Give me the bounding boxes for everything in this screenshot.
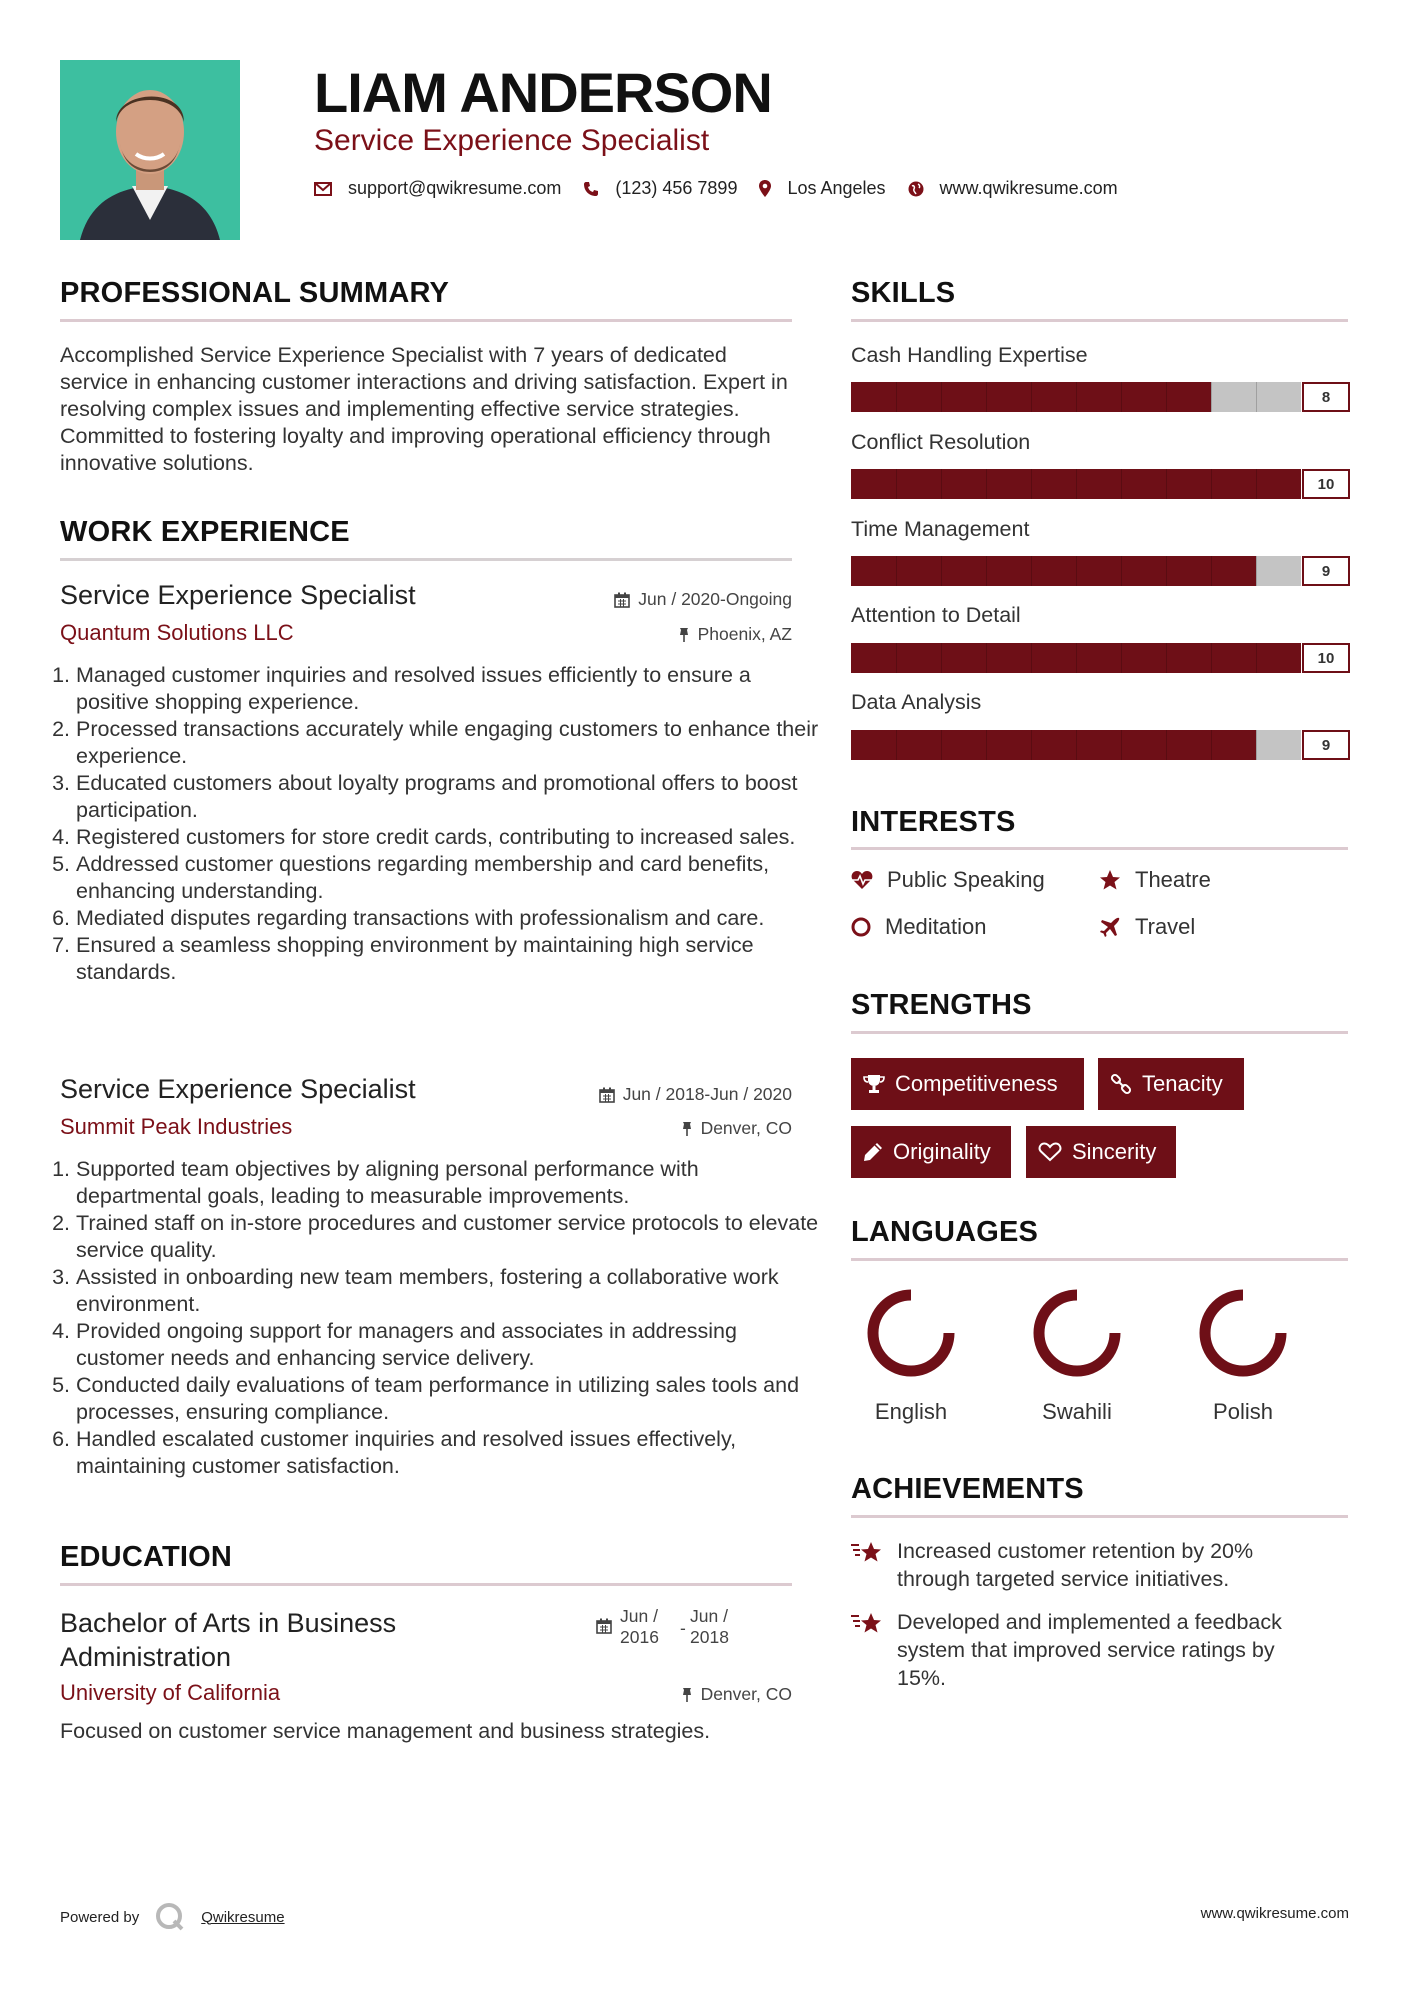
contact-phone[interactable]: [583, 178, 737, 199]
star-burst-icon: [851, 1539, 883, 1565]
link-icon: [1110, 1073, 1132, 1095]
calendar-icon: [614, 592, 630, 608]
skill-segment-divider: [1121, 556, 1122, 586]
skill-segment-divider: [941, 643, 942, 673]
skill-segment-divider: [1211, 643, 1212, 673]
skill-segment-divider: [941, 382, 942, 412]
skill-segment-divider: [1166, 556, 1167, 586]
summary-text: Accomplished Service Experience Specialist with 7 years of dedicated service in enhancing customer interactions and driving satisfaction. Expert in resolving complex issues and implementing effective service strategies. Committed to fostering loyalty and improving operational efficiency through innovative solutions.: [60, 343, 788, 475]
achievement-item: [851, 1608, 1321, 1692]
skill-segment-divider: [896, 556, 897, 586]
interest-item: [1099, 914, 1195, 940]
avatar: [60, 60, 240, 240]
duty-item: 6. Handled escalated customer inquiries and resolved issues effectively, maintaining customer satisfaction.: [76, 1426, 822, 1480]
duty-item: 5. Addressed customer questions regarding membership and card benefits, enhancing understanding.: [76, 851, 822, 905]
heartbeat-icon: [851, 870, 873, 890]
skill-segment-divider: [1256, 730, 1257, 760]
skill-label: Attention to Detail: [851, 603, 1021, 627]
skill-segment-divider: [1211, 469, 1212, 499]
duty-item: 2. Processed transactions accurately while engaging customers to enhance their experience.: [76, 716, 822, 770]
contact-bar: [314, 178, 1140, 199]
plane-icon: [1099, 916, 1121, 938]
qwikresume-link[interactable]: Qwikresume: [201, 1908, 285, 1926]
skill-segment-divider: [896, 382, 897, 412]
website-text: www.qwikresume.com: [939, 178, 1118, 198]
candidate-name: LIAM ANDERSON: [314, 61, 772, 124]
calendar-icon: [596, 1618, 612, 1634]
language-ring-arc: [873, 1295, 949, 1371]
calendar-icon: [599, 1087, 615, 1103]
job-location: [681, 1118, 792, 1139]
skill-segment-divider: [1256, 556, 1257, 586]
skills-heading: SKILLS: [851, 277, 956, 309]
interests-divider: [851, 847, 1348, 850]
interest-label: Theatre: [1135, 867, 1211, 892]
star-icon: [1099, 869, 1121, 891]
pushpin-icon: [681, 1121, 693, 1137]
interest-item: [851, 867, 1045, 893]
job-location-text: Phoenix, AZ: [697, 624, 792, 644]
skill-segment-divider: [1076, 382, 1077, 412]
language-label: English: [874, 1399, 948, 1424]
skill-segment-divider: [1166, 469, 1167, 499]
job-dates: [599, 1084, 792, 1105]
duty-item: 6. Mediated disputes regarding transactions with professionalism and care.: [76, 905, 822, 932]
duty-item: 3. Educated customers about loyalty programs and promotional offers to boost participation.: [76, 770, 822, 824]
interests-heading: INTERESTS: [851, 806, 1016, 838]
skill-segment-divider: [1031, 643, 1032, 673]
skill-segment-divider: [1076, 469, 1077, 499]
skill-score: 10: [1302, 643, 1350, 673]
strengths-heading: STRENGTHS: [851, 989, 1032, 1021]
map-pin-icon: [759, 180, 771, 197]
skill-segment-divider: [941, 469, 942, 499]
education-end: [690, 1606, 729, 1648]
language-ring: [1017, 1283, 1137, 1383]
skill-segment-divider: [1031, 556, 1032, 586]
skill-segment-divider: [896, 469, 897, 499]
language-label: Polish: [1213, 1399, 1273, 1424]
skill-segment-divider: [896, 730, 897, 760]
education-end-year: 2018: [690, 1627, 729, 1647]
skill-label: Data Analysis: [851, 690, 982, 714]
powered-by-text: Powered by: [60, 1908, 140, 1926]
email-text: support@qwikresume.com: [348, 178, 562, 198]
skill-segment-divider: [986, 469, 987, 499]
skill-segment-divider: [1076, 730, 1077, 760]
skill-score: 10: [1302, 469, 1350, 499]
interest-item: [851, 914, 987, 940]
skill-segment-divider: [986, 382, 987, 412]
skill-segment-divider: [1211, 730, 1212, 760]
pencil-icon: [863, 1142, 883, 1162]
skill-segment-divider: [1166, 643, 1167, 673]
language-ring: [851, 1283, 971, 1383]
pushpin-icon: [681, 1687, 693, 1703]
education-description: Focused on customer service management and business strategies.: [60, 1719, 711, 1743]
qwikresume-logo-icon: [153, 1900, 187, 1934]
footer-powered: [60, 1900, 285, 1934]
strength-chip: [1098, 1058, 1244, 1110]
skill-segment-divider: [1076, 556, 1077, 586]
candidate-title: Service Experience Specialist: [314, 124, 710, 157]
skill-score: 9: [1302, 556, 1350, 586]
achievement-item: [851, 1537, 1321, 1593]
skill-segment-divider: [1211, 382, 1212, 412]
strength-chip: [851, 1126, 1011, 1178]
skill-segment-divider: [1031, 730, 1032, 760]
duty-item: 2. Trained staff on in-store procedures and customer service protocols to elevate service quality.: [76, 1210, 822, 1264]
skill-score: 8: [1302, 382, 1350, 412]
skill-segment-divider: [1256, 643, 1257, 673]
education-end-month: Jun /: [690, 1606, 728, 1626]
date-dash: -: [680, 1618, 686, 1638]
profile-photo: [60, 60, 240, 240]
company-name: Summit Peak Industries: [60, 1114, 293, 1139]
envelope-icon: [314, 182, 332, 196]
degree-line-1: Bachelor of Arts in Business: [60, 1608, 397, 1638]
job-title: Service Experience Specialist: [60, 580, 416, 610]
skill-segment-divider: [1031, 382, 1032, 412]
summary-heading: PROFESSIONAL SUMMARY: [60, 277, 450, 309]
skill-fill: [851, 730, 1256, 760]
circle-outline-icon: [851, 917, 871, 937]
job-dates-text: Jun / 2020-Ongoing: [638, 589, 792, 609]
footer-website[interactable]: www.qwikresume.com: [1200, 1905, 1349, 1922]
skill-segment-divider: [986, 556, 987, 586]
strength-label: Sincerity: [1072, 1139, 1157, 1164]
job-title: Service Experience Specialist: [60, 1074, 416, 1104]
skill-label: Cash Handling Expertise: [851, 343, 1088, 367]
interest-label: Meditation: [885, 914, 987, 939]
strength-chip: [1026, 1126, 1176, 1178]
interest-item: [1099, 867, 1211, 893]
duty-item: 1. Supported team objectives by aligning personal performance with departmental goals, leading to measurable improvements.: [76, 1156, 822, 1210]
heart-outline-icon: [1038, 1142, 1062, 1162]
skill-segment-divider: [1031, 469, 1032, 499]
duty-item: 5. Conducted daily evaluations of team performance in utilizing sales tools and processes, ensuring compliance.: [76, 1372, 822, 1426]
job-dates-text: Jun / 2018-Jun / 2020: [622, 1084, 792, 1104]
experience-heading: WORK EXPERIENCE: [60, 516, 350, 548]
skill-segment-divider: [986, 643, 987, 673]
language-label: Swahili: [1042, 1399, 1112, 1424]
job-location-text: Denver, CO: [700, 1118, 792, 1138]
education-start: [620, 1606, 680, 1648]
contact-email[interactable]: [314, 178, 561, 199]
strength-label: Competitiveness: [895, 1071, 1058, 1096]
achievements-divider: [851, 1515, 1348, 1518]
achievement-text: Increased customer retention by 20% through targeted service initiatives.: [897, 1539, 1254, 1591]
skill-segment-divider: [1166, 730, 1167, 760]
experience-divider: [60, 558, 792, 561]
degree-line-2: Administration: [60, 1642, 232, 1672]
language-ring-arc: [1205, 1295, 1281, 1371]
language-gauge: [1017, 1283, 1137, 1388]
location-text: Los Angeles: [787, 178, 886, 198]
skill-segment-divider: [1256, 469, 1257, 499]
language-ring-arc: [1039, 1295, 1115, 1371]
achievements-heading: ACHIEVEMENTS: [851, 1473, 1084, 1505]
skill-segment-divider: [941, 730, 942, 760]
company-name: Quantum Solutions LLC: [60, 620, 294, 645]
contact-location: [759, 178, 885, 199]
trophy-icon: [863, 1074, 885, 1094]
strength-chip: [851, 1058, 1084, 1110]
duties-list: [58, 1156, 822, 1480]
duty-item: 7. Ensured a seamless shopping environment by maintaining high service standards.: [76, 932, 822, 986]
interest-label: Travel: [1135, 914, 1196, 939]
strengths-divider: [851, 1031, 1348, 1034]
skill-label: Time Management: [851, 517, 1030, 541]
school-name: University of California: [60, 1680, 281, 1705]
degree-title: [60, 1606, 396, 1674]
duty-item: 3. Assisted in onboarding new team members, fostering a collaborative work environment.: [76, 1264, 822, 1318]
achievement-text: Developed and implemented a feedback system that improved service ratings by 15%.: [897, 1610, 1282, 1690]
education-location: [681, 1684, 792, 1705]
education-start-year: 2016: [620, 1627, 659, 1647]
duty-item: 4. Registered customers for store credit cards, contributing to increased sales.: [76, 824, 822, 851]
education-start-month: Jun /: [620, 1606, 658, 1626]
education-dates: [596, 1606, 729, 1648]
duty-item: 4. Provided ongoing support for managers and associates in addressing customer needs and enhancing service delivery.: [76, 1318, 822, 1372]
education-divider: [60, 1583, 792, 1586]
duties-list: [58, 662, 822, 986]
skill-score: 9: [1302, 730, 1350, 760]
language-gauge: [851, 1283, 971, 1388]
job-dates: [614, 589, 792, 610]
skill-segment-divider: [1256, 382, 1257, 412]
languages-divider: [851, 1258, 1348, 1261]
interest-label: Public Speaking: [887, 867, 1045, 892]
languages-heading: LANGUAGES: [851, 1216, 1039, 1248]
strength-label: Originality: [893, 1139, 991, 1164]
skill-segment-divider: [1121, 730, 1122, 760]
skills-divider: [851, 319, 1348, 322]
skill-segment-divider: [1211, 556, 1212, 586]
contact-website[interactable]: [908, 178, 1118, 199]
language-gauge: [1183, 1283, 1303, 1388]
skill-fill: [851, 556, 1256, 586]
skill-segment-divider: [941, 556, 942, 586]
pushpin-icon: [678, 627, 690, 643]
skill-segment-divider: [1166, 382, 1167, 412]
job-location: [678, 624, 792, 645]
skill-segment-divider: [986, 730, 987, 760]
summary-divider: [60, 319, 792, 322]
education-location-text: Denver, CO: [700, 1684, 792, 1704]
education-heading: EDUCATION: [60, 1541, 233, 1573]
skill-segment-divider: [1076, 643, 1077, 673]
phone-icon: [583, 181, 599, 197]
skill-segment-divider: [1121, 643, 1122, 673]
skill-segment-divider: [1121, 469, 1122, 499]
strength-label: Tenacity: [1142, 1071, 1223, 1096]
language-ring: [1183, 1283, 1303, 1383]
phone-text: (123) 456 7899: [615, 178, 738, 198]
skill-label: Conflict Resolution: [851, 430, 1031, 454]
skill-segment-divider: [1121, 382, 1122, 412]
star-burst-icon: [851, 1610, 883, 1636]
globe-icon: [908, 181, 924, 197]
duty-item: 1. Managed customer inquiries and resolved issues efficiently to ensure a positive shopping experience.: [76, 662, 822, 716]
skill-segment-divider: [896, 643, 897, 673]
